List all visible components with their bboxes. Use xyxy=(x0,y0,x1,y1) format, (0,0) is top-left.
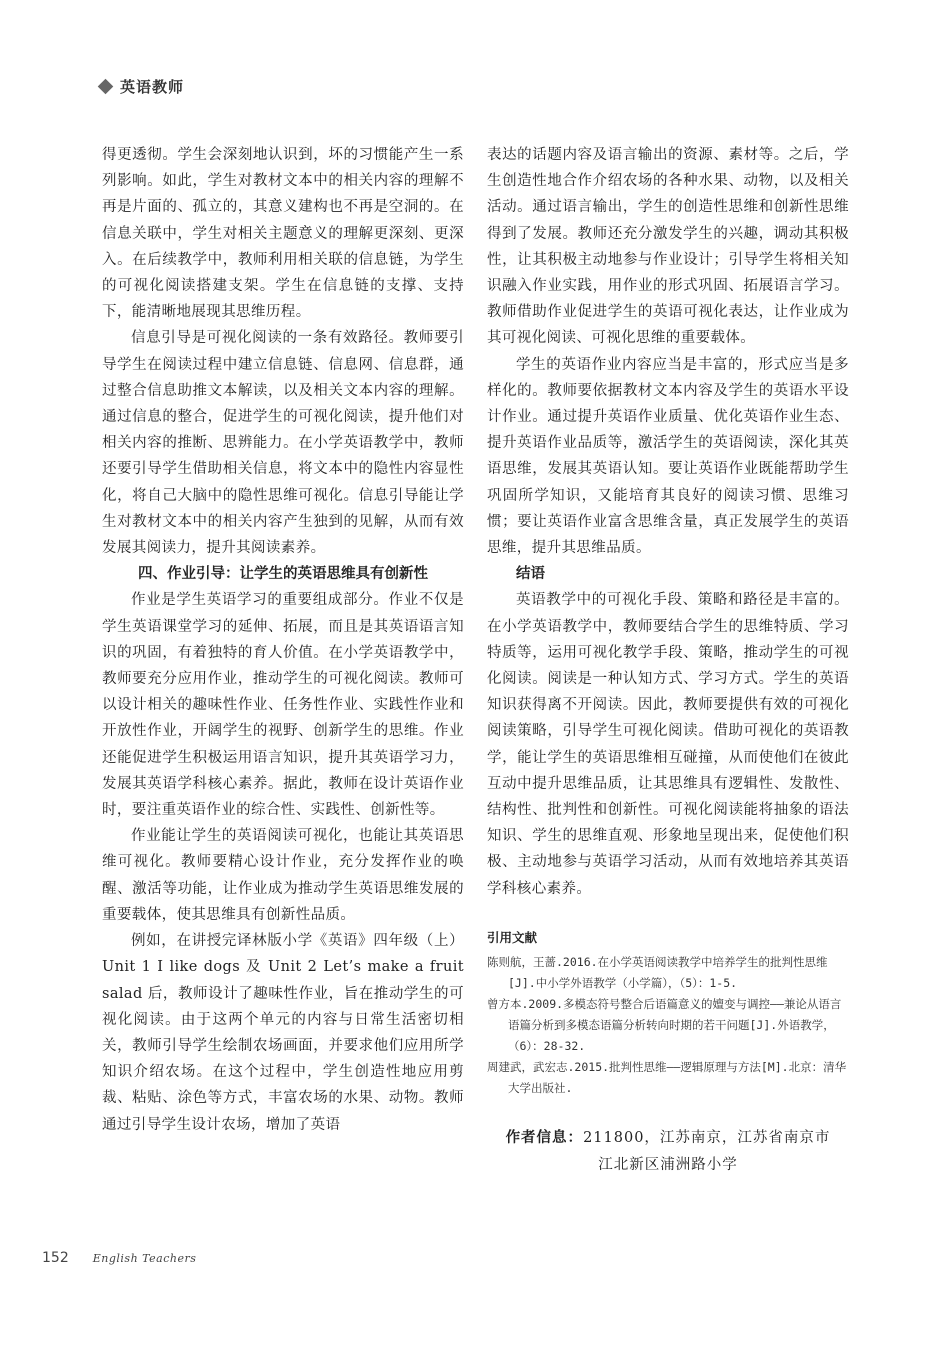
paragraph: 信息引导是可视化阅读的一条有效路径。教师要引导学生在阅读过程中建立信息链、信息网、信息群，通过整合信息助推文本解读，以及相关文本内容的理解。通过信息的整合，促进学生的可视化阅读，提升他们对相关内容的推断、思辨能力。在小学英语教学中，教师还要引导学生借助相关信息，将文本中的隐性内容显性化，将自己大脑中的隐性思维可视化。信息引导能让学生对教材文本中的相关内容产生独到的见解，从而有效发展其阅读力，提升其阅读素养。 xyxy=(102,330,464,557)
paragraph: 学生的英语作业内容应当是丰富的，形式应当是多样化的。教师要依据教材文本内容及学生的英语水平设计作业。通过提升英语作业质量、优化英语作业生态、提升英语作业品质等，激活学生的英语阅读，深化其英语思维，发展其英语认知。要让英语作业既能帮助学生巩固所学知识，又能培育其良好的阅读习惯、思维习惯；要让英语作业富含思维含量，真正发展学生的英语思维，提升其思维品质。 xyxy=(487,356,849,557)
author-info xyxy=(487,1125,849,1179)
references-heading: 引用文献 xyxy=(487,929,538,945)
reference-item: 陈则航，王蔷.2016.在小学英语阅读教学中培养学生的批判性思维[J].中小学外语教学（小学篇），（5）：1-5. xyxy=(487,954,828,990)
reference-item: 曾方本.2009.多模态符号整合后语篇意义的嬗变与调控——兼论从语言语篇分析到多模态语篇分析转向时期的若干问题[J].外语教学，（6）：28-32. xyxy=(487,996,842,1053)
author-label: 作者信息： xyxy=(505,1129,584,1146)
page-number: 152 xyxy=(42,1250,69,1266)
paragraph: 作业能让学生的英语阅读可视化，也能让其英语思维可视化。教师要精心设计作业，充分发挥作业的唤醒、激活等功能，让作业成为推动学生英语思维发展的重要载体，使其思维具有创新性品质。 xyxy=(102,828,464,923)
paragraph: 英语教学中的可视化手段、策略和路径是丰富的。在小学英语教学中，教师要结合学生的思维特质、学习特质等，运用可视化教学手段、策略，推动学生的可视化阅读。阅读是一种认知方式、学习方式。学生的英语知识获得离不开阅读。因此，教师要提供有效的可视化阅读策略，引导学生可视化阅读。借助可视化的英语教学，能让学生的英语思维相互碰撞，从而使他们在彼此互动中提升思维品质，让其思维具有逻辑性、发散性、结构性、批判性和创新性。可视化阅读能将抽象的语法知识、学生的思维直观、形象地呈现出来，促使他们积极、主动地参与英语学习活动，从而有效地培养其英语学科核心素养。 xyxy=(487,592,849,897)
journal-header xyxy=(100,76,184,97)
conclusion-heading: 结语 xyxy=(516,566,545,583)
page-footer xyxy=(42,1250,196,1266)
diamond-icon xyxy=(98,79,114,95)
journal-name-footer: English Teachers xyxy=(92,1252,197,1265)
paragraph: 表达的话题内容及语言输出的资源、素材等。之后，学生创造性地合作介绍农场的各种水果、动物，以及相关活动。通过语言输出，学生的创造性思维和创新性思维得到了发展。教师还充分激发学生的兴趣，调动其积极性，让其积极主动地参与作业设计；引导学生将相关知识融入作业实践，用作业的形式巩固、拓展语言学习。教师借助作业促进学生的英语可视化表达，让作业成为其可视化阅读、可视化思维的重要载体。 xyxy=(487,147,849,347)
paragraph: 作业是学生英语学习的重要组成部分。作业不仅是学生英语课堂学习的延伸、拓展，而且是其英语语言知识的巩固，有着独特的育人价值。在小学英语教学中，教师要充分应用作业，推动学生的可视化阅读。教师可以设计相关的趣味性作业、任务性作业、实践性作业和开放性作业，开阔学生的视野、创新学生的思维。作业还能促进学生积极运用语言知识，提升其英语学习力，发展其英语学科核心素养。据此，教师在设计英语作业时，要注重英语作业的综合性、实践性、创新性等。 xyxy=(102,592,464,819)
left-column xyxy=(102,142,464,1138)
reference-item: 周建武，武宏志.2015.批判性思维——逻辑原理与方法[M].北京：清华大学出版社. xyxy=(487,1059,847,1095)
paragraph: 得更透彻。学生会深刻地认识到，坏的习惯能产生一系列影响。如此，学生对教材文本中的相关内容的理解不再是片面的、孤立的，其意义建构也不再是空洞的。在信息关联中，学生对相关主题意义的理解更深刻、更深入。在后续教学中，教师利用相关联的信息链，为学生的可视化阅读搭建支架。学生在信息链的支撑、支持下，能清晰地展现其思维历程。 xyxy=(102,147,464,321)
right-column xyxy=(487,142,849,1179)
author-address-line1: 211800，江苏南京，江苏省南京市 xyxy=(583,1129,831,1146)
paragraph: 例如，在讲授完译林版小学《英语》四年级（上）Unit 1 I like dogs 及 Unit 2 Let’s make a fruit salad 后，教师设计了趣味性作业，旨在推动学生的可视化阅读。由于这两个单元的内容与日常生活密切相关，教师引导学生绘制农场画面，并要求他们应用所学知识介绍农场。在这个过程中，学生创造性地应用剪裁、粘贴、涂色等方式，丰富农场的水果、动物。教师通过引导学生设计农场，增加了英语 xyxy=(102,933,464,1133)
section-heading: 四、作业引导：让学生的英语思维具有创新性 xyxy=(138,566,428,583)
journal-title: 英语教师 xyxy=(120,78,185,96)
author-address-line2: 江北新区浦洲路小学 xyxy=(598,1156,738,1173)
